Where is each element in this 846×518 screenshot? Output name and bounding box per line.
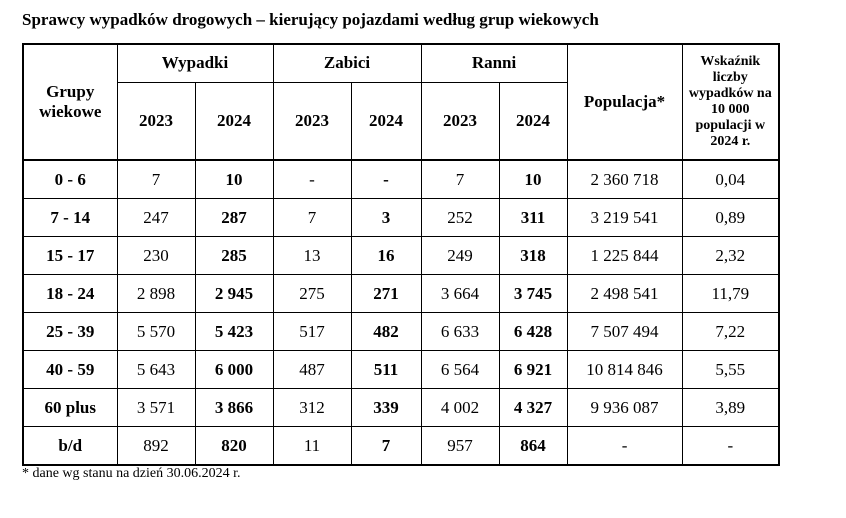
cell-acc24: 10 [195, 160, 273, 199]
cell-inj24: 6 428 [499, 313, 567, 351]
header-accidents: Wypadki [117, 44, 273, 82]
cell-acc23: 2 898 [117, 275, 195, 313]
cell-ind: 2,32 [682, 237, 779, 275]
footnote: * dane wg stanu na dzień 30.06.2024 r. [22, 466, 241, 481]
cell-acc23: 892 [117, 427, 195, 466]
cell-group: 18 - 24 [23, 275, 117, 313]
cell-kil24: 16 [351, 237, 421, 275]
cell-acc24: 287 [195, 199, 273, 237]
cell-ind: 5,55 [682, 351, 779, 389]
cell-kil23: 312 [273, 389, 351, 427]
cell-inj23: 957 [421, 427, 499, 466]
header-population: Populacja* [567, 44, 682, 160]
header-accidents-2024: 2024 [195, 82, 273, 160]
cell-pop: 3 219 541 [567, 199, 682, 237]
cell-acc24: 3 866 [195, 389, 273, 427]
table-row [23, 160, 779, 199]
cell-pop: 7 507 494 [567, 313, 682, 351]
cell-kil23: 13 [273, 237, 351, 275]
cell-kil23: - [273, 160, 351, 199]
header-killed-2023: 2023 [273, 82, 351, 160]
cell-kil23: 487 [273, 351, 351, 389]
cell-kil23: 11 [273, 427, 351, 466]
cell-group: 0 - 6 [23, 160, 117, 199]
cell-inj24: 10 [499, 160, 567, 199]
cell-acc23: 3 571 [117, 389, 195, 427]
cell-inj23: 7 [421, 160, 499, 199]
cell-pop: 10 814 846 [567, 351, 682, 389]
table-row [23, 275, 779, 313]
cell-acc24: 2 945 [195, 275, 273, 313]
cell-acc24: 820 [195, 427, 273, 466]
cell-pop: 2 498 541 [567, 275, 682, 313]
cell-group: 25 - 39 [23, 313, 117, 351]
table-row [23, 351, 779, 389]
cell-kil23: 7 [273, 199, 351, 237]
cell-acc23: 230 [117, 237, 195, 275]
cell-inj23: 6 633 [421, 313, 499, 351]
cell-inj24: 311 [499, 199, 567, 237]
cell-inj23: 252 [421, 199, 499, 237]
header-injured-2023: 2023 [421, 82, 499, 160]
cell-kil24: 3 [351, 199, 421, 237]
header-injured-2024: 2024 [499, 82, 567, 160]
table-row [23, 389, 779, 427]
cell-inj24: 318 [499, 237, 567, 275]
header-group: Grupy wiekowe [23, 44, 117, 160]
table-row [23, 427, 779, 466]
cell-pop: 1 225 844 [567, 237, 682, 275]
cell-kil24: 482 [351, 313, 421, 351]
cell-kil24: 271 [351, 275, 421, 313]
cell-group: 40 - 59 [23, 351, 117, 389]
cell-kil24: 339 [351, 389, 421, 427]
cell-inj23: 4 002 [421, 389, 499, 427]
cell-ind: 0,89 [682, 199, 779, 237]
cell-inj24: 3 745 [499, 275, 567, 313]
cell-group: 7 - 14 [23, 199, 117, 237]
cell-kil23: 517 [273, 313, 351, 351]
table-row [23, 199, 779, 237]
cell-pop: 9 936 087 [567, 389, 682, 427]
page-title: Sprawcy wypadków drogowych – kierujący pojazdami według grup wiekowych [22, 10, 599, 29]
cell-acc23: 5 570 [117, 313, 195, 351]
table-row [23, 313, 779, 351]
cell-ind: 0,04 [682, 160, 779, 199]
cell-ind: - [682, 427, 779, 466]
cell-acc24: 5 423 [195, 313, 273, 351]
cell-group: b/d [23, 427, 117, 466]
header-accidents-2023: 2023 [117, 82, 195, 160]
cell-acc24: 285 [195, 237, 273, 275]
table-row [23, 237, 779, 275]
cell-inj23: 3 664 [421, 275, 499, 313]
cell-kil24: 511 [351, 351, 421, 389]
header-injured: Ranni [421, 44, 567, 82]
cell-kil24: 7 [351, 427, 421, 466]
cell-ind: 3,89 [682, 389, 779, 427]
cell-group: 60 plus [23, 389, 117, 427]
cell-pop: 2 360 718 [567, 160, 682, 199]
cell-ind: 7,22 [682, 313, 779, 351]
accidents-table [22, 43, 780, 466]
cell-group: 15 - 17 [23, 237, 117, 275]
cell-inj23: 6 564 [421, 351, 499, 389]
cell-acc23: 5 643 [117, 351, 195, 389]
cell-inj23: 249 [421, 237, 499, 275]
cell-acc23: 247 [117, 199, 195, 237]
cell-inj24: 6 921 [499, 351, 567, 389]
cell-acc24: 6 000 [195, 351, 273, 389]
header-killed: Zabici [273, 44, 421, 82]
cell-inj24: 4 327 [499, 389, 567, 427]
header-indicator: Wskaźnik liczby wypadków na 10 000 populacji w 2024 r. [682, 44, 779, 160]
cell-ind: 11,79 [682, 275, 779, 313]
cell-kil23: 275 [273, 275, 351, 313]
header-killed-2024: 2024 [351, 82, 421, 160]
cell-kil24: - [351, 160, 421, 199]
cell-pop: - [567, 427, 682, 466]
cell-acc23: 7 [117, 160, 195, 199]
cell-inj24: 864 [499, 427, 567, 466]
